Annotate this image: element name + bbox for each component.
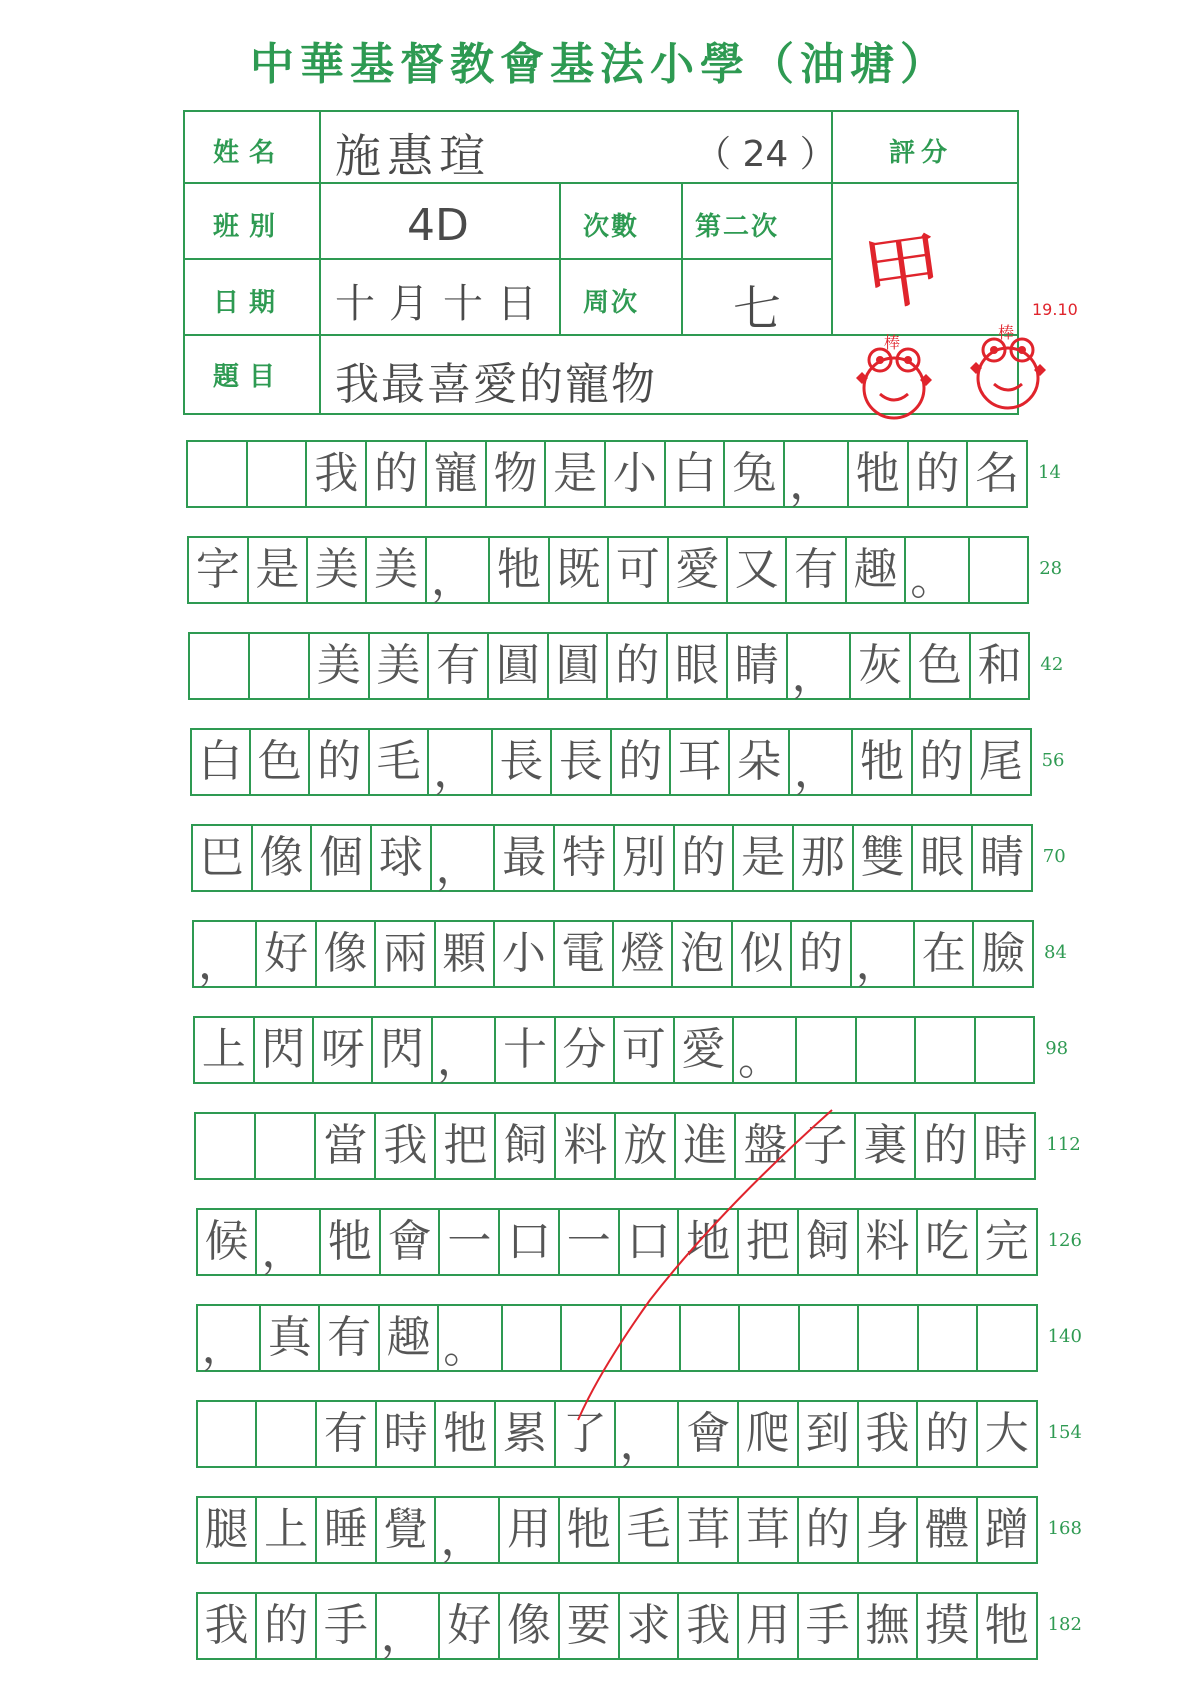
grid-cell: 顆 <box>436 922 495 986</box>
grid-cell: 蹭 <box>984 1504 1029 1555</box>
grid-cell: 燈 <box>614 922 673 986</box>
grid-cell: 美 <box>367 538 426 602</box>
score-label: 評分 <box>889 138 954 168</box>
grid-cell: 的 <box>909 442 969 506</box>
grid-cell: 臉 <box>981 928 1026 979</box>
grid-cell: 大 <box>984 1408 1029 1459</box>
grid-cell: 爬 <box>739 1402 799 1466</box>
grid-cell: 當 <box>316 1114 376 1178</box>
grid-cell: ， <box>198 1306 261 1370</box>
school-title: 中華基督教會基法小學（油塘） <box>250 39 950 90</box>
grid-cell: 上 <box>195 1018 254 1082</box>
stamp-date: 19.10 <box>1032 300 1078 319</box>
grid-cell: 牠 <box>984 1600 1029 1651</box>
grid-cell: ， <box>785 442 849 506</box>
grid-cell: 時 <box>377 1402 437 1466</box>
grid-cell: 睛 <box>980 832 1024 883</box>
grid-cell: 手 <box>317 1594 377 1658</box>
student-number: （ 24 ） <box>695 134 836 175</box>
grid-cell: 口 <box>500 1210 560 1274</box>
grid-cell: 的 <box>310 730 369 794</box>
grid-cell: 是 <box>734 826 794 890</box>
grid-cell: 圓 <box>489 634 549 698</box>
grid-cell: 有 <box>317 1402 377 1466</box>
grid-cell: 別 <box>615 826 675 890</box>
grid-cell: 朵 <box>730 730 789 794</box>
grid-cell: 把 <box>739 1210 799 1274</box>
grid-cell: ， <box>616 1402 680 1466</box>
attempt-value: 第二次 <box>695 212 780 242</box>
grid-cell: 料 <box>556 1114 616 1178</box>
grid-cell: ， <box>257 1210 321 1274</box>
grid-cell: 毛 <box>620 1498 680 1562</box>
grid-cell: 裏 <box>856 1114 916 1178</box>
grid-cell: 色 <box>911 634 971 698</box>
grid-cell: 有 <box>320 1306 379 1370</box>
grid-cell: 睛 <box>728 634 788 698</box>
character-count: 42 <box>1040 654 1064 675</box>
grid-cell: 手 <box>799 1594 859 1658</box>
grid-cell: 飼 <box>799 1210 859 1274</box>
grid-cell: 會 <box>381 1210 441 1274</box>
character-count: 182 <box>1047 1614 1082 1635</box>
grid-cell: 既 <box>550 538 609 602</box>
grid-cell: 名 <box>975 448 1020 499</box>
grid-cell: 身 <box>859 1498 919 1562</box>
grid-cell: 覺 <box>377 1498 437 1562</box>
grid-cell: 腿 <box>198 1498 258 1562</box>
grid-cell: ， <box>436 1498 500 1562</box>
topic-value: 我最喜愛的寵物 <box>335 359 657 410</box>
grid-cell: 眼 <box>913 826 973 890</box>
grid-cell: 十 <box>496 1018 555 1082</box>
grid-cell: 愛 <box>669 538 728 602</box>
grid-cell: 毛 <box>370 730 429 794</box>
grid-cell: 好 <box>257 922 316 986</box>
grid-cell: 口 <box>620 1210 680 1274</box>
grid-cell: 我 <box>198 1594 258 1658</box>
grid-cell: 的 <box>916 1114 976 1178</box>
grid-cell: 可 <box>615 1018 674 1082</box>
grid-cell: 長 <box>493 730 552 794</box>
grid-cell: 寵 <box>427 442 487 506</box>
grid-cell: 愛 <box>675 1018 734 1082</box>
character-count: 28 <box>1039 558 1063 579</box>
grid-cell: 閃 <box>373 1018 432 1082</box>
grid-cell: 耳 <box>671 730 730 794</box>
character-count: 154 <box>1047 1422 1082 1443</box>
grid-cell: ， <box>377 1594 441 1658</box>
grid-cell: 球 <box>372 826 432 890</box>
grid-cell: 美 <box>308 538 367 602</box>
name-label: 姓名 <box>213 138 286 168</box>
grid-cell: 牠 <box>853 730 912 794</box>
grid-cell: 的 <box>792 922 851 986</box>
grid-cell: 時 <box>983 1120 1028 1171</box>
grid-cell: 真 <box>261 1306 320 1370</box>
week-label: 周次 <box>583 288 640 318</box>
grid-cell: 長 <box>552 730 611 794</box>
character-count: 112 <box>1046 1134 1081 1155</box>
grid-cell: 會 <box>679 1402 739 1466</box>
grid-cell: 到 <box>799 1402 859 1466</box>
grid-cell: 兔 <box>725 442 785 506</box>
grid-cell: 好 <box>440 1594 500 1658</box>
grid-cell: 和 <box>977 640 1022 691</box>
grid-cell: 是 <box>546 442 606 506</box>
grid-cell: 美 <box>370 634 430 698</box>
character-count: 56 <box>1041 750 1065 771</box>
grid-cell: 一 <box>440 1210 500 1274</box>
grid-cell: 雙 <box>854 826 914 890</box>
grid-cell: 閃 <box>255 1018 314 1082</box>
character-count: 126 <box>1047 1230 1082 1251</box>
grid-cell: 的 <box>918 1402 978 1466</box>
character-count: 168 <box>1047 1518 1082 1539</box>
grid-cell: 撫 <box>859 1594 919 1658</box>
grid-cell: 物 <box>487 442 547 506</box>
grid-cell: 了 <box>556 1402 616 1466</box>
grid-cell: 特 <box>555 826 615 890</box>
character-count: 140 <box>1047 1326 1082 1347</box>
grid-cell: 的 <box>608 634 668 698</box>
grid-cell: 盤 <box>736 1114 796 1178</box>
grid-cell: 兩 <box>376 922 435 986</box>
grid-cell: 牠 <box>321 1210 381 1274</box>
grid-cell: 又 <box>728 538 787 602</box>
stamp-text: 棒 <box>998 323 1015 342</box>
grid-cell: 那 <box>794 826 854 890</box>
grid-cell: 一 <box>560 1210 620 1274</box>
grid-cell: 要 <box>560 1594 620 1658</box>
attempt-label: 次數 <box>583 212 640 242</box>
grid-cell: ， <box>852 922 915 986</box>
grid-cell: 小 <box>495 922 554 986</box>
stamp-text: 棒 <box>884 333 901 352</box>
grid-cell: 放 <box>616 1114 676 1178</box>
grid-cell: 體 <box>918 1498 978 1562</box>
grid-cell: 我 <box>376 1114 436 1178</box>
grid-cell: 牠 <box>849 442 909 506</box>
grid-cell: 電 <box>555 922 614 986</box>
grid-cell: 茸 <box>679 1498 739 1562</box>
grid-cell: 。 <box>439 1306 502 1370</box>
character-count: 98 <box>1045 1038 1069 1059</box>
grid-cell: 像 <box>253 826 313 890</box>
grid-cell: 可 <box>609 538 668 602</box>
character-count: 14 <box>1038 462 1061 483</box>
grid-cell: 色 <box>251 730 310 794</box>
grid-cell: 牠 <box>436 1402 496 1466</box>
grid-cell: 的 <box>675 826 735 890</box>
grid-cell: 是 <box>249 538 308 602</box>
grid-cell: 眼 <box>668 634 728 698</box>
grid-cell: 上 <box>257 1498 317 1562</box>
grid-cell: ， <box>427 538 490 602</box>
grid-cell: 飼 <box>496 1114 556 1178</box>
grid-cell: 子 <box>796 1114 856 1178</box>
grid-cell: ， <box>432 826 496 890</box>
grid-cell: 像 <box>500 1594 560 1658</box>
grid-cell: 個 <box>312 826 372 890</box>
grid-cell: 我 <box>307 442 367 506</box>
grid-cell: ， <box>429 730 492 794</box>
week-value: 七 <box>733 281 782 337</box>
red-pen-stroke <box>578 1110 832 1420</box>
grid-cell: ， <box>790 730 853 794</box>
grid-cell: 泡 <box>673 922 732 986</box>
grid-cell: 的 <box>799 1498 859 1562</box>
topic-label: 題目 <box>213 362 286 392</box>
character-count: 70 <box>1042 846 1066 867</box>
grid-cell: 料 <box>859 1210 919 1274</box>
grid-cell: 睡 <box>317 1498 377 1562</box>
grid-cell: 吃 <box>918 1210 978 1274</box>
grid-cell: 在 <box>915 922 974 986</box>
grid-cell: 美 <box>310 634 370 698</box>
grid-cell: 圓 <box>549 634 609 698</box>
grid-cell: 巴 <box>193 826 253 890</box>
class-label: 班別 <box>213 212 286 242</box>
grid-cell: 牠 <box>560 1498 620 1562</box>
grid-cell: 茸 <box>739 1498 799 1562</box>
grid-cell: 像 <box>317 922 376 986</box>
grid-cell: 字 <box>189 538 248 602</box>
grid-cell: 的 <box>367 442 427 506</box>
grid-cell: 似 <box>733 922 792 986</box>
grid-cell: 呀 <box>314 1018 373 1082</box>
grid-cell: 候 <box>198 1210 258 1274</box>
grid-cell: ， <box>194 922 257 986</box>
grid-cell: 趣 <box>380 1306 439 1370</box>
grid-cell: 我 <box>859 1402 919 1466</box>
grid-cell: 進 <box>676 1114 736 1178</box>
grid-cell: 累 <box>496 1402 556 1466</box>
grid-cell: 牠 <box>490 538 549 602</box>
grid-cell: 尾 <box>978 736 1023 787</box>
grade-mark: 甲 <box>856 220 950 325</box>
grid-cell: 。 <box>906 538 969 602</box>
grid-cell: 最 <box>495 826 555 890</box>
date-label: 日期 <box>213 288 286 318</box>
grid-cell: 分 <box>556 1018 615 1082</box>
grid-cell: 有 <box>787 538 846 602</box>
student-name: 施惠瑄 <box>335 129 491 183</box>
grid-cell: 我 <box>679 1594 739 1658</box>
grid-cell: 趣 <box>847 538 906 602</box>
grid-cell: 把 <box>436 1114 496 1178</box>
class-value: 4D <box>407 200 469 251</box>
grid-cell: 的 <box>257 1594 317 1658</box>
grid-cell: 摸 <box>918 1594 978 1658</box>
character-count: 84 <box>1044 942 1067 963</box>
grid-cell: 小 <box>606 442 666 506</box>
grid-cell: 用 <box>739 1594 799 1658</box>
grid-cell: 。 <box>734 1018 797 1082</box>
grid-cell: 的 <box>913 730 972 794</box>
grid-cell: ， <box>788 634 852 698</box>
grid-cell: 地 <box>679 1210 739 1274</box>
grid-cell: 白 <box>666 442 726 506</box>
date-value: 十月十日 <box>335 281 551 327</box>
grid-cell: 完 <box>984 1216 1029 1267</box>
grid-cell: 求 <box>620 1594 680 1658</box>
grid-cell: 用 <box>500 1498 560 1562</box>
grid-cell: 灰 <box>851 634 911 698</box>
grid-cell: ， <box>433 1018 496 1082</box>
grid-cell: 白 <box>192 730 251 794</box>
grid-cell: 有 <box>429 634 489 698</box>
grid-cell: 的 <box>612 730 671 794</box>
